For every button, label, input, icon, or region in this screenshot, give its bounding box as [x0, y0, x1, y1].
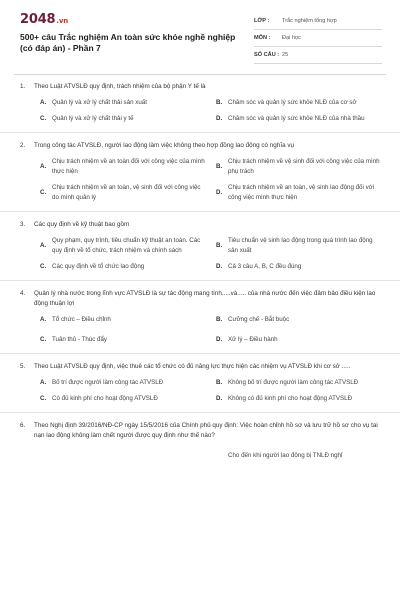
- document-header: [0, 0, 400, 68]
- question-header: [20, 362, 380, 372]
- question-header: [20, 289, 380, 309]
- question-item: [20, 141, 380, 203]
- answer-option[interactable]: [40, 262, 214, 272]
- question-number: 4.: [20, 290, 26, 297]
- question-text: Theo Luật ATVSLĐ quy định, trách nhiệm của bộ phận Y tế là: [34, 83, 206, 90]
- option-letter: D.: [216, 395, 223, 402]
- question-item: [20, 220, 380, 272]
- answer-option[interactable]: [40, 236, 214, 256]
- question-text: Quản lý nhà nước trong lĩnh vực ATVSLĐ là sự tác động mang tính.....và..... của nhà nước đến việc đảm bảo điều kiện lao động thuận lợi: [34, 290, 376, 307]
- option-letter: B.: [216, 163, 223, 170]
- option-text: Chịu trách nhiệm về an toàn, vệ sinh lao động đối với công việc mình thực hiện: [228, 184, 375, 201]
- question-number: 2.: [20, 142, 26, 149]
- answer-option[interactable]: [40, 335, 214, 345]
- option-letter: B.: [216, 242, 223, 249]
- meta-row-class: [254, 13, 382, 30]
- answer-option[interactable]: [40, 98, 214, 108]
- question-divider: [0, 412, 400, 413]
- question-text: Theo Nghị định 39/2016/NĐ-CP ngày 15/5/2016 của Chính phủ quy định: Việc hoàn chỉnh hồ sơ và lưu trữ hồ sơ cho vụ tai nạn lao động không làm chết người được quy định như thế nào?: [34, 422, 378, 439]
- logo-main: 2048: [20, 12, 56, 27]
- option-text: Chăm sóc và quản lý sức khỏe NLĐ của nhà thầu: [228, 115, 365, 122]
- option-text: Xử lý – Điều hành: [228, 336, 278, 343]
- answer-option[interactable]: [40, 183, 214, 203]
- meta-row-question-count: [254, 47, 382, 64]
- question-divider: [0, 132, 400, 133]
- question-list: [0, 82, 400, 461]
- option-text: Không có đủ kinh phí cho hoạt động ATVSLĐ: [228, 395, 353, 402]
- question-divider: [0, 353, 400, 354]
- answer-options: [40, 315, 380, 345]
- question-text: Các quy định về kỹ thuật bao gồm: [34, 221, 130, 228]
- answer-options: [40, 98, 380, 124]
- option-text: Cho đến khi người lao động bị TNLĐ nghỉ: [228, 452, 343, 459]
- question-number: 6.: [20, 422, 26, 429]
- option-text: Chăm sóc và quản lý sức khỏe NLĐ của cơ sở: [228, 99, 357, 106]
- option-letter: C.: [40, 336, 47, 343]
- option-letter: D.: [216, 336, 223, 343]
- option-text: Tiêu chuẩn vệ sinh lao động trong quá trình lao động sản xuất: [228, 237, 373, 254]
- meta-key: LỚP :: [254, 18, 270, 24]
- option-text: Tuân thủ - Thúc đẩy: [52, 336, 108, 343]
- answer-options: [40, 157, 380, 203]
- answer-option[interactable]: [40, 157, 214, 177]
- answer-option[interactable]: [40, 378, 214, 388]
- option-text: Cả 3 câu A, B, C đều đúng: [228, 263, 302, 270]
- answer-option[interactable]: [216, 451, 390, 461]
- meta-key: SỐ CÂU :: [254, 52, 280, 58]
- question-divider: [0, 280, 400, 281]
- option-letter: A.: [40, 163, 47, 170]
- meta-key: MÔN :: [254, 35, 271, 41]
- answer-option[interactable]: [216, 335, 390, 345]
- answer-options: [40, 451, 380, 461]
- answer-options: [40, 236, 380, 272]
- meta-row-subject: [254, 30, 382, 47]
- question-header: [20, 220, 380, 230]
- question-header: [20, 141, 380, 151]
- question-item: [20, 82, 380, 124]
- option-letter: A.: [40, 316, 47, 323]
- option-text: Bố trí được người làm công tác ATVSLĐ: [52, 379, 164, 386]
- question-number: 3.: [20, 221, 26, 228]
- answer-option[interactable]: [216, 98, 390, 108]
- document-meta: [254, 13, 382, 64]
- answer-option[interactable]: [40, 451, 214, 461]
- question-divider: [0, 211, 400, 212]
- option-text: Tổ chức – Điều chỉnh: [52, 316, 111, 323]
- option-letter: C.: [40, 189, 47, 196]
- question-header: [20, 421, 380, 441]
- option-text: Chịu trách nhiệm về an toàn, vệ sinh đối với công việc do mình quản lý: [52, 184, 201, 201]
- question-header: [20, 82, 380, 92]
- meta-value: Trắc nghiệm tổng hợp: [282, 18, 337, 24]
- option-text: Quy phạm, quy trình, tiêu chuẩn kỹ thuật an toàn. Các quy định về tổ chức, trách nhiệm và chính sách: [52, 237, 201, 254]
- header-divider: [14, 74, 386, 75]
- question-item: [20, 421, 380, 461]
- option-letter: D.: [216, 263, 223, 270]
- question-number: 1.: [20, 83, 26, 90]
- option-text: Có đủ kinh phí cho hoạt động ATVSLĐ: [52, 395, 158, 402]
- answer-options: [40, 378, 380, 404]
- answer-option[interactable]: [216, 114, 390, 124]
- answer-option[interactable]: [216, 183, 390, 203]
- logo-suffix: .vn: [56, 17, 68, 25]
- question-number: 5.: [20, 363, 26, 370]
- option-letter: A.: [40, 379, 47, 386]
- answer-option[interactable]: [216, 262, 390, 272]
- meta-value: Đại học: [282, 35, 301, 41]
- answer-option[interactable]: [40, 315, 214, 325]
- option-letter: B.: [216, 316, 223, 323]
- option-letter: C.: [40, 395, 47, 402]
- option-text: Không bố trí được người làm công tác ATVSLĐ: [228, 379, 359, 386]
- option-text: Cưỡng chế - Bắt buộc: [228, 316, 290, 323]
- option-letter: A.: [40, 99, 47, 106]
- option-text: Các quy định về tổ chức lao động: [52, 263, 145, 270]
- site-logo[interactable]: [20, 12, 68, 27]
- option-letter: B.: [216, 99, 223, 106]
- document-title: 500+ câu Trắc nghiệm An toàn sức khỏe nghề nghiệp (có đáp án) - Phần 7: [20, 32, 236, 53]
- option-text: Chịu trách nhiệm về vệ sinh đối với công việc của mình phụ trách: [228, 158, 380, 175]
- option-letter: C.: [40, 263, 47, 270]
- question-item: [20, 289, 380, 345]
- option-text: Chịu trách nhiệm về an toàn đối với công việc của mình thực hiện: [52, 158, 205, 175]
- question-text: Theo Luật ATVSLĐ quy định, việc thuê các tổ chức có đủ năng lực thực hiện các nhiệm vụ ATVSLĐ khi cơ sở .....: [34, 363, 351, 370]
- option-letter: A.: [40, 242, 47, 249]
- answer-option[interactable]: [216, 236, 390, 256]
- answer-option[interactable]: [216, 157, 390, 177]
- option-letter: D.: [216, 115, 223, 122]
- answer-option[interactable]: [40, 394, 214, 404]
- answer-option[interactable]: [216, 315, 390, 325]
- answer-option[interactable]: [216, 378, 390, 388]
- answer-option[interactable]: [40, 114, 214, 124]
- answer-option[interactable]: [216, 394, 390, 404]
- option-letter: C.: [40, 115, 47, 122]
- meta-value: 25: [282, 52, 289, 58]
- option-letter: D.: [216, 189, 223, 196]
- option-text: Quản lý và xử lý chất thải y tế: [52, 115, 134, 122]
- option-letter: B.: [216, 379, 223, 386]
- option-text: Quản lý và xử lý chất thải sản xuất: [52, 99, 147, 106]
- question-item: [20, 362, 380, 404]
- question-text: Trong công tác ATVSLĐ, người lao động làm việc không theo hợp đồng lao động có nghĩa vụ: [34, 142, 294, 149]
